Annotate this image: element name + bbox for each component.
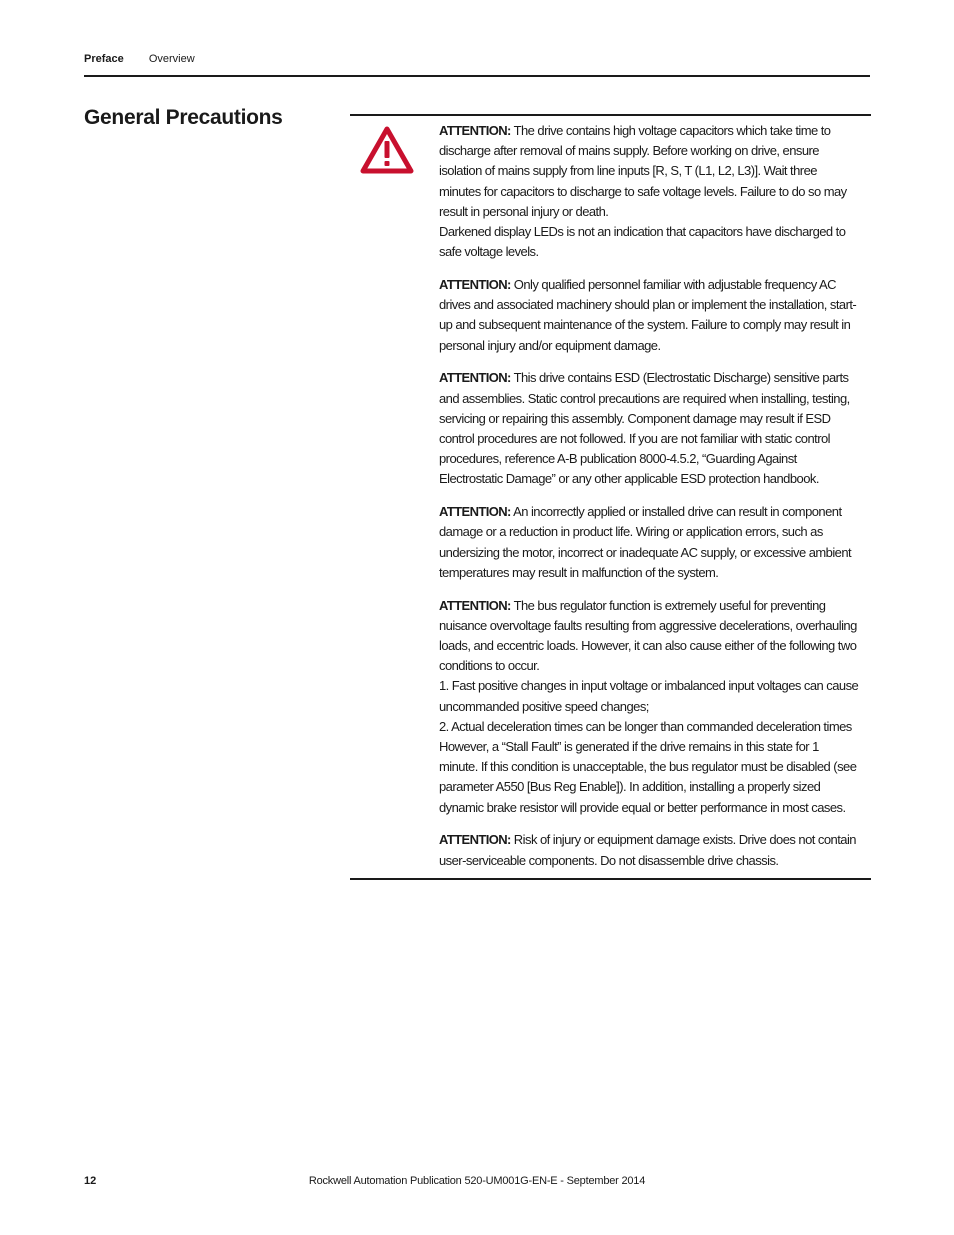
publication-info: Rockwell Automation Publication 520-UM001G-EN-E - September 2014	[308, 1175, 646, 1187]
attention-list	[439, 121, 859, 883]
attention-item	[439, 596, 859, 818]
attention-box-bottom-rule	[350, 878, 871, 880]
attention-extra-line: Darkened display LEDs is not an indication that capacitors have discharged to safe voltage levels.	[439, 224, 846, 260]
attention-extra-line: 2. Actual deceleration times can be longer than commanded deceleration times However, a “Stall Fault” is generated if the drive remains in this state for 1 minute. If this condition is unacceptable, the bus regulator must be disabled (see parameter A550 [Bus Reg Enable]). In addition, installing a properly sized dynamic brake resistor will provide equal or better performance in most cases.	[439, 718, 857, 815]
attention-item	[439, 830, 859, 870]
attention-item	[439, 275, 859, 356]
attention-label: ATTENTION:	[439, 504, 511, 520]
running-header	[84, 53, 195, 65]
header-rule	[84, 75, 870, 77]
page-title: General Precautions	[84, 106, 283, 129]
attention-box-top-rule	[350, 114, 871, 116]
attention-label: ATTENTION:	[439, 832, 511, 848]
header-section: Preface	[84, 53, 124, 65]
attention-item	[439, 502, 859, 583]
attention-label: ATTENTION:	[439, 370, 511, 386]
attention-item	[439, 368, 859, 489]
warning-triangle-icon	[360, 126, 414, 174]
attention-item	[439, 121, 859, 262]
attention-extra-line: 1. Fast positive changes in input voltage or imbalanced input voltages can cause uncommanded positive speed changes;	[439, 678, 859, 714]
attention-text: Risk of injury or equipment damage exists. Drive does not contain user-serviceable components. Do not disassemble drive chassis.	[439, 832, 856, 868]
attention-text: This drive contains ESD (Electrostatic Discharge) sensitive parts and assemblies. Static control precautions are required when installing, testing, servicing or repairing this assembly. Component damage may result if ESD control procedures are not followed. If you are not familiar with static control procedures, reference A-B publication 8000-4.5.2, “Guarding Against Electrostatic Damage” or any other applicable ESD protection handbook.	[439, 370, 850, 487]
attention-label: ATTENTION:	[439, 597, 511, 613]
attention-text: The bus regulator function is extremely useful for preventing nuisance overvoltage faults resulting from aggressive decelerations, overhauling loads, and eccentric loads. However, it can also cause either of the following two conditions to occur.	[439, 597, 857, 674]
attention-label: ATTENTION:	[439, 277, 511, 293]
attention-text: The drive contains high voltage capacitors which take time to discharge after removal of mains supply. Before working on drive, ensure isolation of mains supply from line inputs [R, S, T (L1, L2, L3)]. Wait three minutes for capacitors to discharge to safe voltage levels. Failure to do so may result in personal injury or death.	[439, 123, 847, 219]
page-number: 12	[84, 1175, 97, 1187]
attention-text: An incorrectly applied or installed drive can result in component damage or a reduction in product life. Wiring or application errors, such as undersizing the motor, incorrect or inadequate AC supply, or excessive ambient temperatures may result in malfunction of the system.	[439, 504, 852, 580]
attention-text: Only qualified personnel familiar with adjustable frequency AC drives and associated machinery should plan or implement the installation, start-up and subsequent maintenance of the system. Failure to comply may result in personal injury and/or equipment damage.	[439, 277, 857, 353]
attention-label: ATTENTION:	[439, 123, 511, 138]
header-subsection: Overview	[148, 53, 195, 65]
